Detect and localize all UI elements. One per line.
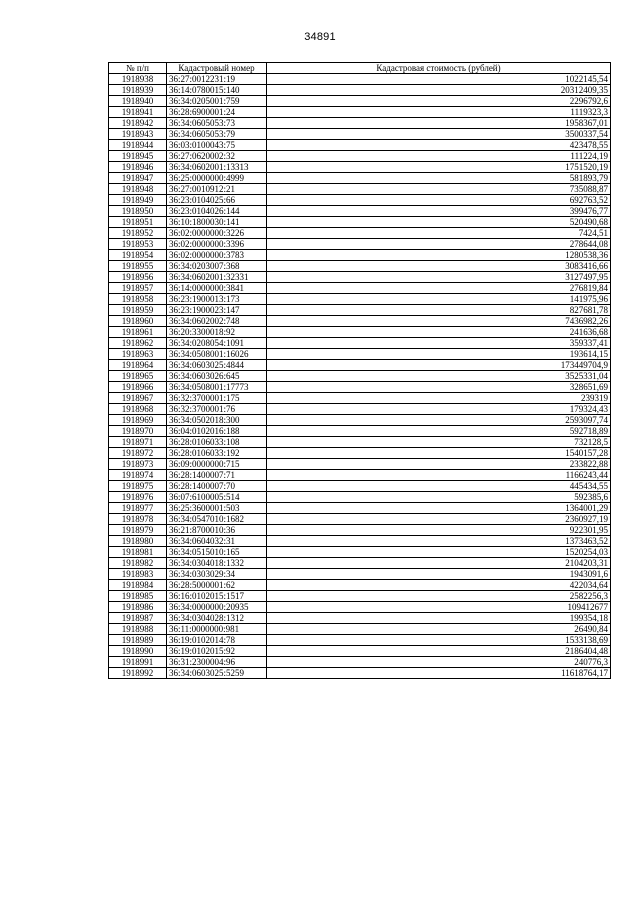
table-row	[109, 602, 611, 613]
cadastral-number-cell: 36:16:0102015:1517	[167, 591, 267, 602]
table-row	[109, 492, 611, 503]
cadastral-value-cell: 2296792,6	[267, 96, 611, 107]
cadastral-number-cell: 36:25:3600001:503	[167, 503, 267, 514]
cadastral-number-cell: 36:34:0602002:748	[167, 316, 267, 327]
cadastral-number-cell: 36:34:0604032:31	[167, 536, 267, 547]
row-number-cell: 1918955	[109, 261, 167, 272]
cadastral-value-cell: 141975,96	[267, 294, 611, 305]
table-row	[109, 74, 611, 85]
cadastral-value-cell: 732128,5	[267, 437, 611, 448]
row-number-cell: 1918958	[109, 294, 167, 305]
table-row	[109, 349, 611, 360]
row-number-cell: 1918949	[109, 195, 167, 206]
cadastral-number-cell: 36:27:0012231:19	[167, 74, 267, 85]
table-row	[109, 107, 611, 118]
cadastral-number-cell: 36:31:2300004:96	[167, 657, 267, 668]
cadastral-number-cell: 36:25:0000000:4999	[167, 173, 267, 184]
cadastral-number-cell: 36:20:3300018:92	[167, 327, 267, 338]
cadastral-number-cell: 36:23:1900023:147	[167, 305, 267, 316]
cadastral-value-cell: 20312409,35	[267, 85, 611, 96]
cadastral-number-cell: 36:34:0602001:13313	[167, 162, 267, 173]
cadastral-number-cell: 36:34:0304018:1332	[167, 558, 267, 569]
row-number-cell: 1918962	[109, 338, 167, 349]
cadastral-number-cell: 36:04:0102016:188	[167, 426, 267, 437]
cadastral-number-cell: 36:02:0000000:3396	[167, 239, 267, 250]
table-row	[109, 382, 611, 393]
cadastral-number-cell: 36:23:0104025:66	[167, 195, 267, 206]
row-number-cell: 1918940	[109, 96, 167, 107]
cadastral-value-cell: 692763,52	[267, 195, 611, 206]
row-number-cell: 1918989	[109, 635, 167, 646]
cadastral-value-cell: 241636,68	[267, 327, 611, 338]
row-number-cell: 1918939	[109, 85, 167, 96]
cadastral-number-cell: 36:34:0547010:1682	[167, 514, 267, 525]
row-number-cell: 1918938	[109, 74, 167, 85]
cadastral-number-cell: 36:34:0508001:17773	[167, 382, 267, 393]
table-row	[109, 525, 611, 536]
table-row	[109, 569, 611, 580]
row-number-cell: 1918956	[109, 272, 167, 283]
cadastral-value-cell: 3083416,66	[267, 261, 611, 272]
cadastral-value-cell: 276819,84	[267, 283, 611, 294]
table-row	[109, 470, 611, 481]
row-number-cell: 1918974	[109, 470, 167, 481]
row-number-cell: 1918981	[109, 547, 167, 558]
cadastral-value-cell: 1751520,19	[267, 162, 611, 173]
row-number-cell: 1918946	[109, 162, 167, 173]
table-row	[109, 415, 611, 426]
table-row	[109, 338, 611, 349]
row-number-cell: 1918986	[109, 602, 167, 613]
cadastral-value-cell: 1373463,52	[267, 536, 611, 547]
column-header-cadastral-number: Кадастровый номер	[167, 63, 267, 74]
row-number-cell: 1918973	[109, 459, 167, 470]
cadastral-number-cell: 36:02:0000000:3783	[167, 250, 267, 261]
cadastral-number-cell: 36:34:0508001:16026	[167, 349, 267, 360]
row-number-cell: 1918947	[109, 173, 167, 184]
row-number-cell: 1918992	[109, 668, 167, 679]
cadastral-number-cell: 36:28:6900001:24	[167, 107, 267, 118]
cadastral-value-cell: 173449704,9	[267, 360, 611, 371]
table-row	[109, 580, 611, 591]
row-number-cell: 1918967	[109, 393, 167, 404]
row-number-cell: 1918959	[109, 305, 167, 316]
cadastral-number-cell: 36:02:0000000:3226	[167, 228, 267, 239]
cadastral-number-cell: 36:34:0602001:32331	[167, 272, 267, 283]
column-header-number: № п/п	[109, 63, 167, 74]
cadastral-value-cell: 111224,19	[267, 151, 611, 162]
row-number-cell: 1918976	[109, 492, 167, 503]
table-body	[109, 74, 611, 679]
table-row	[109, 558, 611, 569]
table-row	[109, 591, 611, 602]
cadastral-value-cell: 278644,08	[267, 239, 611, 250]
row-number-cell: 1918988	[109, 624, 167, 635]
cadastral-value-cell: 193614,15	[267, 349, 611, 360]
cadastral-number-cell: 36:34:0304028:1312	[167, 613, 267, 624]
row-number-cell: 1918942	[109, 118, 167, 129]
table-row	[109, 129, 611, 140]
row-number-cell: 1918968	[109, 404, 167, 415]
table-row	[109, 184, 611, 195]
row-number-cell: 1918978	[109, 514, 167, 525]
row-number-cell: 1918952	[109, 228, 167, 239]
cadastral-value-cell: 520490,68	[267, 217, 611, 228]
cadastral-value-cell: 1943091,6	[267, 569, 611, 580]
cadastral-value-cell: 1958367,01	[267, 118, 611, 129]
cadastral-number-cell: 36:34:0502018:300	[167, 415, 267, 426]
cadastral-number-cell: 36:34:0208054:1091	[167, 338, 267, 349]
table-row	[109, 459, 611, 470]
cadastral-number-cell: 36:27:0010912:21	[167, 184, 267, 195]
cadastral-value-cell: 2360927,19	[267, 514, 611, 525]
cadastral-number-cell: 36:23:0104026:144	[167, 206, 267, 217]
table-row	[109, 140, 611, 151]
cadastral-value-cell: 1520254,03	[267, 547, 611, 558]
table-row	[109, 118, 611, 129]
row-number-cell: 1918991	[109, 657, 167, 668]
cadastral-number-cell: 36:28:0106033:192	[167, 448, 267, 459]
row-number-cell: 1918990	[109, 646, 167, 657]
row-number-cell: 1918950	[109, 206, 167, 217]
table-row	[109, 646, 611, 657]
row-number-cell: 1918980	[109, 536, 167, 547]
table-row	[109, 657, 611, 668]
cadastral-value-cell: 26490,84	[267, 624, 611, 635]
cadastral-value-cell: 1540157,28	[267, 448, 611, 459]
cadastral-number-cell: 36:28:1400007:70	[167, 481, 267, 492]
cadastral-value-cell: 1022145,54	[267, 74, 611, 85]
cadastral-value-cell: 1364001,29	[267, 503, 611, 514]
table-row	[109, 481, 611, 492]
cadastral-number-cell: 36:23:1900013:173	[167, 294, 267, 305]
table-row	[109, 514, 611, 525]
row-number-cell: 1918975	[109, 481, 167, 492]
table-row	[109, 217, 611, 228]
table-header-row	[109, 63, 611, 74]
cadastral-value-cell: 581893,79	[267, 173, 611, 184]
cadastral-value-cell: 11618764,17	[267, 668, 611, 679]
cadastral-value-cell: 199354,18	[267, 613, 611, 624]
table-row	[109, 305, 611, 316]
cadastral-number-cell: 36:34:0605053:73	[167, 118, 267, 129]
cadastral-number-cell: 36:28:0106033:108	[167, 437, 267, 448]
row-number-cell: 1918954	[109, 250, 167, 261]
table-row	[109, 613, 611, 624]
row-number-cell: 1918945	[109, 151, 167, 162]
cadastral-value-cell: 3500337,54	[267, 129, 611, 140]
cadastral-number-cell: 36:07:6100005:514	[167, 492, 267, 503]
table-row	[109, 162, 611, 173]
cadastral-value-cell: 2582256,3	[267, 591, 611, 602]
table-row	[109, 503, 611, 514]
cadastral-number-cell: 36:32:3700001:76	[167, 404, 267, 415]
table-row	[109, 85, 611, 96]
cadastral-number-cell: 36:27:0620002:32	[167, 151, 267, 162]
row-number-cell: 1918970	[109, 426, 167, 437]
table-row	[109, 272, 611, 283]
table-row	[109, 239, 611, 250]
cadastral-number-cell: 36:11:0000000:981	[167, 624, 267, 635]
row-number-cell: 1918953	[109, 239, 167, 250]
row-number-cell: 1918966	[109, 382, 167, 393]
cadastral-value-cell: 1119323,3	[267, 107, 611, 118]
cadastral-number-cell: 36:34:0303029:34	[167, 569, 267, 580]
row-number-cell: 1918979	[109, 525, 167, 536]
table-row	[109, 261, 611, 272]
cadastral-value-cell: 592718,89	[267, 426, 611, 437]
cadastral-value-cell: 2593097,74	[267, 415, 611, 426]
cadastral-value-cell: 445434,55	[267, 481, 611, 492]
cadastral-value-cell: 240776,3	[267, 657, 611, 668]
row-number-cell: 1918971	[109, 437, 167, 448]
table-row	[109, 360, 611, 371]
table-row	[109, 437, 611, 448]
table-row	[109, 228, 611, 239]
table-row	[109, 371, 611, 382]
column-header-cadastral-value: Кадастровая стоимость (рублей)	[267, 63, 611, 74]
row-number-cell: 1918982	[109, 558, 167, 569]
row-number-cell: 1918965	[109, 371, 167, 382]
cadastral-value-cell: 1166243,44	[267, 470, 611, 481]
table-row	[109, 393, 611, 404]
cadastral-number-cell: 36:19:0102014:78	[167, 635, 267, 646]
row-number-cell: 1918977	[109, 503, 167, 514]
table-row	[109, 96, 611, 107]
table-row	[109, 448, 611, 459]
cadastral-number-cell: 36:21:8700010:36	[167, 525, 267, 536]
table-row	[109, 294, 611, 305]
row-number-cell: 1918944	[109, 140, 167, 151]
page-number: 34891	[304, 31, 336, 43]
cadastral-number-cell: 36:34:0205001:759	[167, 96, 267, 107]
table-row	[109, 195, 611, 206]
cadastral-value-table	[108, 62, 611, 679]
cadastral-number-cell: 36:32:3700001:175	[167, 393, 267, 404]
table-row	[109, 250, 611, 261]
cadastral-value-cell: 592385,6	[267, 492, 611, 503]
table-row	[109, 283, 611, 294]
row-number-cell: 1918969	[109, 415, 167, 426]
cadastral-value-cell: 399476,77	[267, 206, 611, 217]
cadastral-number-cell: 36:19:0102015:92	[167, 646, 267, 657]
row-number-cell: 1918960	[109, 316, 167, 327]
table-row	[109, 547, 611, 558]
table-row	[109, 327, 611, 338]
row-number-cell: 1918941	[109, 107, 167, 118]
table-row	[109, 404, 611, 415]
row-number-cell: 1918951	[109, 217, 167, 228]
row-number-cell: 1918957	[109, 283, 167, 294]
cadastral-number-cell: 36:28:1400007:71	[167, 470, 267, 481]
cadastral-number-cell: 36:34:0203007:368	[167, 261, 267, 272]
cadastral-number-cell: 36:34:0603025:5259	[167, 668, 267, 679]
table-row	[109, 624, 611, 635]
cadastral-value-cell: 3127497,95	[267, 272, 611, 283]
cadastral-number-cell: 36:34:0603026:645	[167, 371, 267, 382]
cadastral-value-cell: 922301,95	[267, 525, 611, 536]
table-row	[109, 635, 611, 646]
cadastral-value-cell: 2186404,48	[267, 646, 611, 657]
cadastral-number-cell: 36:34:0605053:79	[167, 129, 267, 140]
table-row	[109, 316, 611, 327]
cadastral-number-cell: 36:28:5000001:62	[167, 580, 267, 591]
cadastral-value-cell: 7436982,26	[267, 316, 611, 327]
cadastral-value-cell: 1280538,36	[267, 250, 611, 261]
cadastral-value-cell: 359337,41	[267, 338, 611, 349]
row-number-cell: 1918983	[109, 569, 167, 580]
cadastral-value-cell: 233822,88	[267, 459, 611, 470]
table-row	[109, 151, 611, 162]
cadastral-number-cell: 36:14:0780015:140	[167, 85, 267, 96]
table-row	[109, 206, 611, 217]
cadastral-number-cell: 36:10:1800030:141	[167, 217, 267, 228]
row-number-cell: 1918985	[109, 591, 167, 602]
cadastral-number-cell: 36:09:0000000:715	[167, 459, 267, 470]
cadastral-value-cell: 827681,78	[267, 305, 611, 316]
row-number-cell: 1918943	[109, 129, 167, 140]
table-row	[109, 536, 611, 547]
cadastral-number-cell: 36:03:0100043:75	[167, 140, 267, 151]
cadastral-value-cell: 2104203,31	[267, 558, 611, 569]
cadastral-value-cell: 239319	[267, 393, 611, 404]
row-number-cell: 1918987	[109, 613, 167, 624]
row-number-cell: 1918972	[109, 448, 167, 459]
row-number-cell: 1918984	[109, 580, 167, 591]
cadastral-number-cell: 36:34:0515010:165	[167, 547, 267, 558]
cadastral-value-cell: 109412677	[267, 602, 611, 613]
cadastral-value-cell: 423478,55	[267, 140, 611, 151]
cadastral-value-cell: 7424,51	[267, 228, 611, 239]
table-row	[109, 173, 611, 184]
cadastral-value-cell: 3525331,04	[267, 371, 611, 382]
cadastral-value-cell: 328651,69	[267, 382, 611, 393]
cadastral-value-cell: 179324,43	[267, 404, 611, 415]
table-row	[109, 668, 611, 679]
row-number-cell: 1918948	[109, 184, 167, 195]
cadastral-number-cell: 36:14:0000000:3841	[167, 283, 267, 294]
row-number-cell: 1918964	[109, 360, 167, 371]
cadastral-number-cell: 36:34:0603025:4844	[167, 360, 267, 371]
cadastral-value-cell: 1533138,69	[267, 635, 611, 646]
cadastral-value-cell: 735088,87	[267, 184, 611, 195]
table-row	[109, 426, 611, 437]
row-number-cell: 1918961	[109, 327, 167, 338]
cadastral-number-cell: 36:34:0000000:20935	[167, 602, 267, 613]
cadastral-value-cell: 422034,64	[267, 580, 611, 591]
row-number-cell: 1918963	[109, 349, 167, 360]
